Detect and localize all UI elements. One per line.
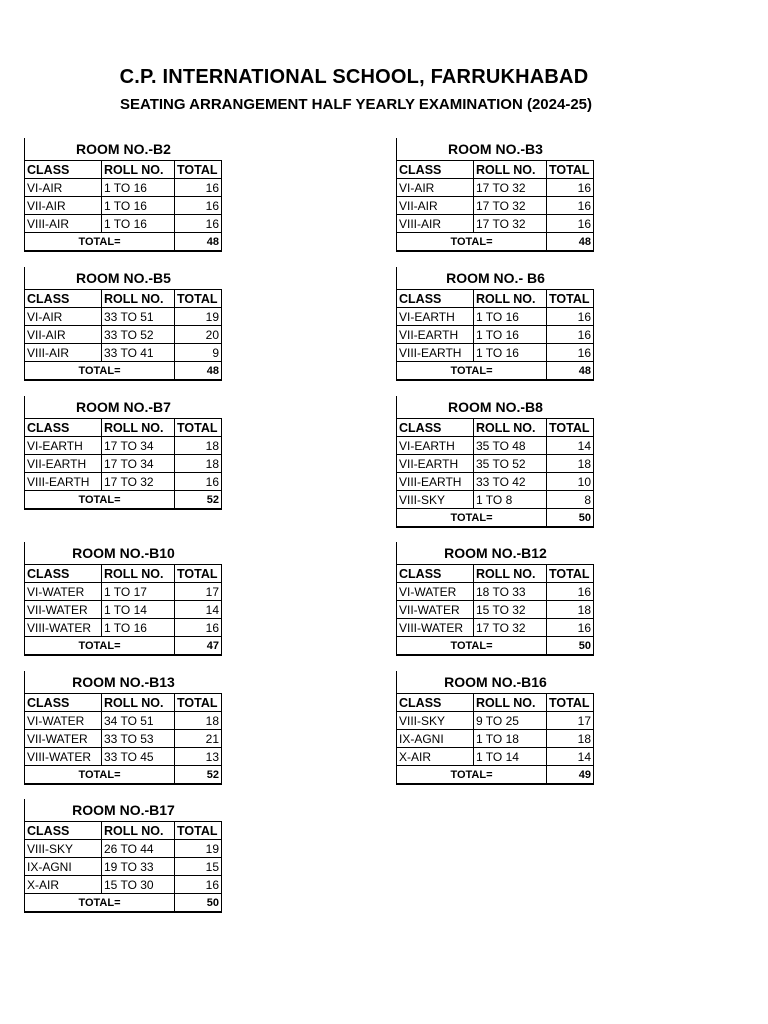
room-table: [24, 564, 222, 656]
roll-column-header: ROLL NO.: [474, 290, 547, 308]
total-cell: 17: [547, 712, 594, 730]
total-cell: 16: [547, 308, 594, 326]
total-label: TOTAL=: [25, 233, 175, 252]
class-column-header: CLASS: [25, 694, 102, 712]
class-cell: VII-WATER: [397, 601, 474, 619]
total-column-header: TOTAL: [547, 694, 594, 712]
roll-cell: 1 TO 14: [102, 601, 175, 619]
total-cell: 9: [175, 344, 222, 362]
roll-cell: 19 TO 33: [102, 858, 175, 876]
roll-cell: 15 TO 30: [102, 876, 175, 894]
roll-cell: 15 TO 32: [474, 601, 547, 619]
exam-subtitle: SEATING ARRANGEMENT HALF YEARLY EXAMINATION (2024-25): [119, 96, 592, 113]
class-cell: VI-AIR: [397, 179, 474, 197]
class-cell: VIII-AIR: [25, 215, 102, 233]
total-cell: 10: [547, 473, 594, 491]
roll-cell: 33 TO 52: [102, 326, 175, 344]
grand-total-row: [397, 637, 594, 656]
room-title: ROOM NO.-B5: [24, 267, 222, 289]
table-row: [397, 491, 594, 509]
grand-total-value: 50: [547, 509, 594, 528]
roll-column-header: ROLL NO.: [474, 161, 547, 179]
total-cell: 14: [547, 748, 594, 766]
class-cell: VIII-SKY: [397, 491, 474, 509]
table-header-row: [25, 419, 222, 437]
room-block: [24, 671, 222, 785]
total-cell: 16: [547, 179, 594, 197]
room-title: ROOM NO.-B17: [24, 799, 222, 821]
roll-cell: 1 TO 16: [102, 179, 175, 197]
grand-total-row: [25, 894, 222, 913]
room-title: ROOM NO.-B2: [24, 138, 222, 160]
room-table: [396, 693, 594, 785]
room-table: [396, 160, 594, 252]
room-block: [24, 138, 222, 252]
room-title: ROOM NO.-B16: [396, 671, 594, 693]
table-row: [25, 712, 222, 730]
roll-cell: 34 TO 51: [102, 712, 175, 730]
class-column-header: CLASS: [397, 161, 474, 179]
table-header-row: [25, 161, 222, 179]
school-title: C.P. INTERNATIONAL SCHOOL, FARRUKHABAD: [119, 66, 589, 88]
class-cell: VII-EARTH: [25, 455, 102, 473]
room-table: [396, 564, 594, 656]
class-cell: X-AIR: [397, 748, 474, 766]
table-row: [25, 326, 222, 344]
total-cell: 18: [175, 712, 222, 730]
room-block: [396, 267, 594, 381]
grand-total-value: 50: [547, 637, 594, 656]
class-cell: VI-WATER: [397, 583, 474, 601]
total-cell: 18: [547, 730, 594, 748]
grand-total-value: 52: [175, 491, 222, 510]
roll-column-header: ROLL NO.: [102, 565, 175, 583]
grand-total-value: 48: [175, 362, 222, 381]
table-row: [397, 437, 594, 455]
room-block: [396, 138, 594, 252]
roll-cell: 35 TO 52: [474, 455, 547, 473]
roll-column-header: ROLL NO.: [474, 419, 547, 437]
total-column-header: TOTAL: [175, 290, 222, 308]
room-table: [396, 418, 594, 528]
room-block: [396, 671, 594, 785]
roll-cell: 17 TO 32: [474, 179, 547, 197]
room-block: [24, 267, 222, 381]
total-cell: 16: [175, 876, 222, 894]
roll-cell: 26 TO 44: [102, 840, 175, 858]
room-title: ROOM NO.-B8: [396, 396, 594, 418]
total-cell: 18: [175, 455, 222, 473]
roll-column-header: ROLL NO.: [474, 565, 547, 583]
room-table: [24, 821, 222, 913]
class-cell: VII-AIR: [25, 197, 102, 215]
table-row: [25, 748, 222, 766]
table-header-row: [397, 290, 594, 308]
class-column-header: CLASS: [25, 419, 102, 437]
total-cell: 16: [547, 344, 594, 362]
roll-cell: 17 TO 32: [474, 619, 547, 637]
table-row: [397, 712, 594, 730]
roll-cell: 1 TO 16: [102, 197, 175, 215]
total-column-header: TOTAL: [175, 694, 222, 712]
class-cell: X-AIR: [25, 876, 102, 894]
total-cell: 16: [175, 197, 222, 215]
class-cell: VII-WATER: [25, 601, 102, 619]
roll-cell: 1 TO 16: [102, 215, 175, 233]
room-table: [396, 289, 594, 381]
grand-total-value: 48: [547, 362, 594, 381]
total-column-header: TOTAL: [547, 419, 594, 437]
table-header-row: [25, 822, 222, 840]
class-cell: VII-EARTH: [397, 326, 474, 344]
table-header-row: [25, 565, 222, 583]
table-row: [25, 215, 222, 233]
roll-column-header: ROLL NO.: [102, 419, 175, 437]
total-column-header: TOTAL: [547, 161, 594, 179]
roll-cell: 33 TO 53: [102, 730, 175, 748]
class-cell: VIII-WATER: [397, 619, 474, 637]
class-column-header: CLASS: [397, 290, 474, 308]
total-label: TOTAL=: [25, 491, 175, 510]
table-row: [397, 601, 594, 619]
total-cell: 16: [547, 326, 594, 344]
roll-cell: 17 TO 32: [474, 197, 547, 215]
room-block: [24, 799, 222, 913]
roll-cell: 17 TO 34: [102, 455, 175, 473]
room-title: ROOM NO.-B12: [396, 542, 594, 564]
room-block: [24, 542, 222, 656]
total-cell: 16: [175, 215, 222, 233]
class-cell: VIII-AIR: [397, 215, 474, 233]
total-cell: 21: [175, 730, 222, 748]
roll-column-header: ROLL NO.: [474, 694, 547, 712]
room-table: [24, 289, 222, 381]
total-label: TOTAL=: [397, 233, 547, 252]
grand-total-row: [397, 362, 594, 381]
class-column-header: CLASS: [25, 822, 102, 840]
room-table: [24, 160, 222, 252]
table-row: [397, 344, 594, 362]
total-column-header: TOTAL: [175, 822, 222, 840]
total-cell: 20: [175, 326, 222, 344]
table-row: [25, 344, 222, 362]
total-cell: 19: [175, 308, 222, 326]
total-cell: 16: [175, 179, 222, 197]
roll-cell: 9 TO 25: [474, 712, 547, 730]
total-cell: 18: [175, 437, 222, 455]
total-cell: 16: [547, 583, 594, 601]
total-column-header: TOTAL: [175, 565, 222, 583]
roll-cell: 33 TO 42: [474, 473, 547, 491]
grand-total-value: 50: [175, 894, 222, 913]
grand-total-row: [25, 362, 222, 381]
total-cell: 17: [175, 583, 222, 601]
room-block: [396, 542, 594, 656]
roll-cell: 17 TO 32: [102, 473, 175, 491]
total-column-header: TOTAL: [547, 565, 594, 583]
class-cell: VI-WATER: [25, 712, 102, 730]
class-cell: VI-AIR: [25, 179, 102, 197]
table-row: [397, 473, 594, 491]
total-cell: 19: [175, 840, 222, 858]
grand-total-value: 49: [547, 766, 594, 785]
class-cell: VIII-SKY: [397, 712, 474, 730]
roll-cell: 17 TO 34: [102, 437, 175, 455]
class-cell: VIII-WATER: [25, 619, 102, 637]
total-cell: 16: [175, 619, 222, 637]
total-column-header: TOTAL: [547, 290, 594, 308]
roll-cell: 1 TO 16: [474, 326, 547, 344]
roll-cell: 1 TO 14: [474, 748, 547, 766]
class-cell: VI-EARTH: [397, 437, 474, 455]
table-row: [25, 437, 222, 455]
total-label: TOTAL=: [397, 509, 547, 528]
room-title: ROOM NO.-B13: [24, 671, 222, 693]
room-title: ROOM NO.-B3: [396, 138, 594, 160]
roll-cell: 33 TO 41: [102, 344, 175, 362]
class-cell: IX-AGNI: [397, 730, 474, 748]
total-label: TOTAL=: [25, 766, 175, 785]
table-row: [397, 583, 594, 601]
roll-cell: 1 TO 16: [102, 619, 175, 637]
roll-cell: 33 TO 45: [102, 748, 175, 766]
roll-column-header: ROLL NO.: [102, 161, 175, 179]
table-row: [397, 748, 594, 766]
class-cell: VI-WATER: [25, 583, 102, 601]
room-title: ROOM NO.-B7: [24, 396, 222, 418]
table-header-row: [397, 694, 594, 712]
roll-cell: 18 TO 33: [474, 583, 547, 601]
total-label: TOTAL=: [25, 894, 175, 913]
total-cell: 16: [547, 197, 594, 215]
table-header-row: [397, 565, 594, 583]
total-label: TOTAL=: [397, 362, 547, 381]
table-row: [25, 583, 222, 601]
table-row: [25, 840, 222, 858]
table-row: [25, 308, 222, 326]
roll-cell: 33 TO 51: [102, 308, 175, 326]
total-label: TOTAL=: [397, 766, 547, 785]
table-row: [25, 619, 222, 637]
class-column-header: CLASS: [25, 161, 102, 179]
class-column-header: CLASS: [25, 565, 102, 583]
room-table: [24, 418, 222, 510]
class-cell: IX-AGNI: [25, 858, 102, 876]
table-row: [397, 308, 594, 326]
class-cell: VIII-EARTH: [397, 344, 474, 362]
table-row: [25, 197, 222, 215]
total-cell: 8: [547, 491, 594, 509]
table-row: [25, 601, 222, 619]
roll-column-header: ROLL NO.: [102, 694, 175, 712]
roll-cell: 1 TO 8: [474, 491, 547, 509]
class-cell: VIII-WATER: [25, 748, 102, 766]
total-cell: 18: [547, 455, 594, 473]
table-row: [25, 179, 222, 197]
roll-cell: 17 TO 32: [474, 215, 547, 233]
grand-total-row: [25, 637, 222, 656]
total-cell: 18: [547, 601, 594, 619]
table-row: [397, 730, 594, 748]
class-column-header: CLASS: [397, 565, 474, 583]
class-cell: VIII-AIR: [25, 344, 102, 362]
class-cell: VII-EARTH: [397, 455, 474, 473]
total-cell: 14: [547, 437, 594, 455]
table-row: [25, 876, 222, 894]
class-cell: VI-AIR: [25, 308, 102, 326]
total-label: TOTAL=: [25, 362, 175, 381]
class-cell: VII-AIR: [397, 197, 474, 215]
total-cell: 16: [547, 215, 594, 233]
roll-column-header: ROLL NO.: [102, 290, 175, 308]
table-row: [397, 197, 594, 215]
grand-total-value: 47: [175, 637, 222, 656]
grand-total-row: [397, 509, 594, 528]
total-cell: 16: [175, 473, 222, 491]
table-row: [25, 455, 222, 473]
grand-total-row: [25, 233, 222, 252]
total-cell: 16: [547, 619, 594, 637]
grand-total-row: [25, 491, 222, 510]
class-cell: VI-EARTH: [25, 437, 102, 455]
table-row: [397, 326, 594, 344]
roll-cell: 1 TO 16: [474, 308, 547, 326]
room-title: ROOM NO.-B10: [24, 542, 222, 564]
table-row: [397, 619, 594, 637]
grand-total-row: [25, 766, 222, 785]
roll-column-header: ROLL NO.: [102, 822, 175, 840]
class-cell: VII-AIR: [25, 326, 102, 344]
room-table: [24, 693, 222, 785]
total-column-header: TOTAL: [175, 419, 222, 437]
class-cell: VIII-EARTH: [397, 473, 474, 491]
total-label: TOTAL=: [397, 637, 547, 656]
class-cell: VI-EARTH: [397, 308, 474, 326]
grand-total-row: [397, 233, 594, 252]
total-cell: 15: [175, 858, 222, 876]
table-header-row: [25, 290, 222, 308]
table-row: [25, 473, 222, 491]
table-header-row: [25, 694, 222, 712]
total-label: TOTAL=: [25, 637, 175, 656]
roll-cell: 1 TO 16: [474, 344, 547, 362]
class-column-header: CLASS: [25, 290, 102, 308]
room-title: ROOM NO.- B6: [396, 267, 594, 289]
roll-cell: 1 TO 18: [474, 730, 547, 748]
grand-total-value: 48: [175, 233, 222, 252]
class-cell: VIII-SKY: [25, 840, 102, 858]
total-cell: 14: [175, 601, 222, 619]
table-row: [397, 179, 594, 197]
room-block: [396, 396, 594, 528]
table-header-row: [397, 419, 594, 437]
grand-total-value: 48: [547, 233, 594, 252]
class-cell: VIII-EARTH: [25, 473, 102, 491]
class-column-header: CLASS: [397, 694, 474, 712]
table-row: [25, 730, 222, 748]
class-cell: VII-WATER: [25, 730, 102, 748]
table-row: [397, 215, 594, 233]
roll-cell: 1 TO 17: [102, 583, 175, 601]
table-row: [25, 858, 222, 876]
roll-cell: 35 TO 48: [474, 437, 547, 455]
total-column-header: TOTAL: [175, 161, 222, 179]
total-cell: 13: [175, 748, 222, 766]
table-row: [397, 455, 594, 473]
grand-total-row: [397, 766, 594, 785]
class-column-header: CLASS: [397, 419, 474, 437]
room-block: [24, 396, 222, 510]
grand-total-value: 52: [175, 766, 222, 785]
table-header-row: [397, 161, 594, 179]
